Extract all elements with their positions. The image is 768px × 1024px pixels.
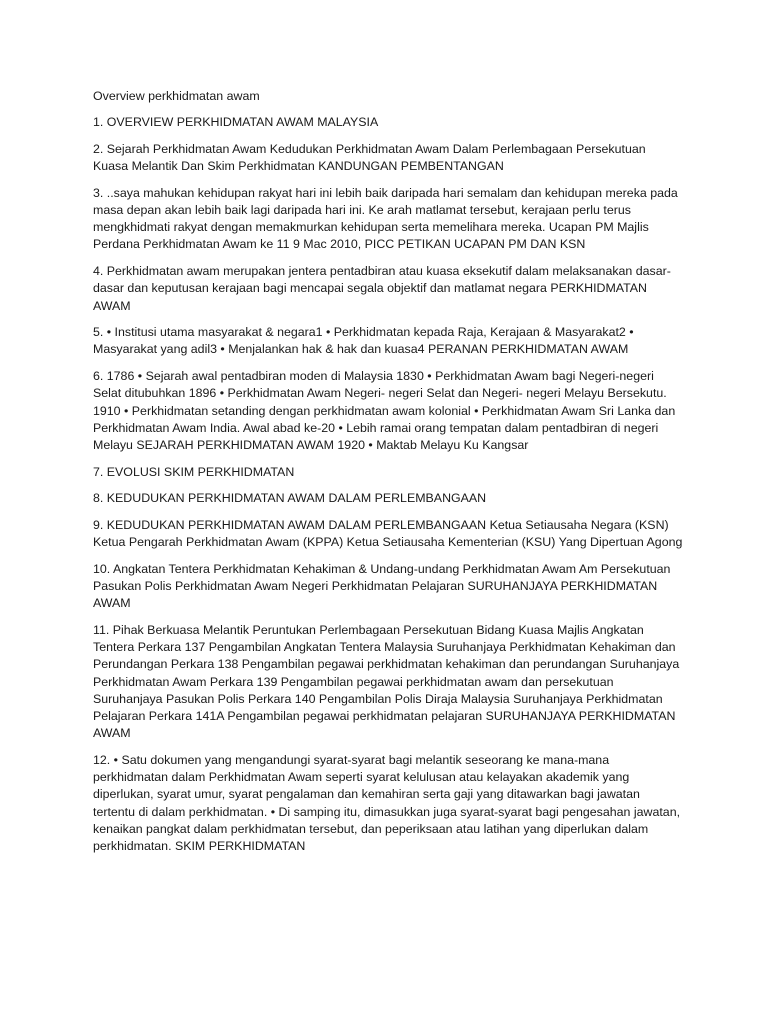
paragraph-3: 3. ..saya mahukan kehidupan rakyat hari ini lebih baik daripada hari semalam dan kehidupan mereka pada masa depan akan lebih baik lagi daripada hari ini. Ke arah matlamat tersebut, kerajaan perlu terus mengkhidmati rakyat dengan memakmurkan kehidupan serta memelihara mereka. Ucapan PM Majlis Perdana Perkhidmatan Awam ke 11 9 Mac 2010, PICC PETIKAN UCAPAN PM DAN KSN [93,185,678,252]
paragraph-5: 5. • Institusi utama masyarakat & negara1 • Perkhidmatan kepada Raja, Kerajaan & Masyarakat2 • Masyarakat yang adil3 • Menjalankan hak & hak dan kuasa4 PERANAN PERKHIDMATAN AWAM [93,325,634,357]
paragraph-4: 4. Perkhidmatan awam merupakan jentera pentadbiran atau kuasa eksekutif dalam melaksanakan dasar-dasar dan keputusan kerajaan bagi mencapai segala objektif dan matlamat negara PERKHIDMATAN AWAM [93,264,671,313]
paragraph-8: 8. KEDUDUKAN PERKHIDMATAN AWAM DALAM PERLEMBANGAAN [93,491,487,506]
paragraph-11: 11. Pihak Berkuasa Melantik Peruntukan Perlembagaan Persekutuan Bidang Kuasa Majlis Angkatan Tentera Perkara 137 Pengambilan Angkatan Tentera Malaysia Suruhanjaya Perkhidmatan Kehakiman dan Perundangan Perkara 138 Pengambilan pegawai perkhidmatan kehakiman dan perundangan Suruhanjaya Perkhidmatan Awam Perkara 139 Pengambilan pegawai perkhidmatan awam dan persekutuan Suruhanjaya Pasukan Polis Perkara 140 Pengambilan Polis Diraja Malaysia Suruhanjaya Perkhidmatan Pelajaran Perkara 141A Pengambilan pegawai perkhidmatan pelajaran SURUHANJAYA PERKHIDMATAN AWAM [93,623,680,741]
paragraph-6: 6. 1786 • Sejarah awal pentadbiran moden di Malaysia 1830 • Perkhidmatan Awam bagi Negeri-negeri Selat ditubuhkan 1896 • Perkhidmatan Awam Negeri- negeri Selat dan Negeri- negeri Melayu Bersekutu. 1910 • Perkhidmatan setanding dengan perkhidmatan awam kolonial • Perkhidmatan Awam Sri Lanka dan Perkhidmatan Awam India. Awal abad ke-20 • Lebih ramai orang tempatan dalam pentadbiran di negeri Melayu SEJARAH PERKHIDMATAN AWAM 1920 • Maktab Melayu Ku Kangsar [93,369,676,452]
paragraph-1: 1. OVERVIEW PERKHIDMATAN AWAM MALAYSIA [93,115,379,130]
document-page [93,88,683,865]
paragraph-2: 2. Sejarah Perkhidmatan Awam Kedudukan Perkhidmatan Awam Dalam Perlembagaan Persekutuan Kuasa Melantik Dan Skim Perkhidmatan KANDUNGAN PEMBENTANGAN [93,141,646,174]
paragraph-9: 9. KEDUDUKAN PERKHIDMATAN AWAM DALAM PERLEMBANGAAN Ketua Setiausaha Negara (KSN) Ketua Pengarah Perkhidmatan Awam (KPPA) Ketua Setiausaha Kementerian (KSU) Yang Dipertuan Agong [93,518,683,550]
paragraph-12: 12. • Satu dokumen yang mengandungi syarat-syarat bagi melantik seseorang ke mana-mana perkhidmatan dalam Perkhidmatan Awam seperti syarat kelulusan atau kelayakan akademik yang diperlukan, syarat umur, syarat pengalaman dan kemahiran serta gaji yang ditawarkan bagi jawatan tertentu di dalam perkhidmatan. • Di samping itu, dimasukkan juga syarat-syarat bagi pengesahan jawatan, kenaikan pangkat dalam perkhidmatan tersebut, dan peperiksaan atau latihan yang diperlukan dalam perkhidmatan. SKIM PERKHIDMATAN [93,753,681,854]
paragraph-10: 10. Angkatan Tentera Perkhidmatan Kehakiman & Undang-undang Perkhidmatan Awam Am Persekutuan Pasukan Polis Perkhidmatan Awam Negeri Perkhidmatan Pelajaran SURUHANJAYA PERKHIDMATAN AWAM [93,561,671,611]
paragraph-7: 7. EVOLUSI SKIM PERKHIDMATAN [93,464,295,479]
document-title: Overview perkhidmatan awam [93,89,260,103]
